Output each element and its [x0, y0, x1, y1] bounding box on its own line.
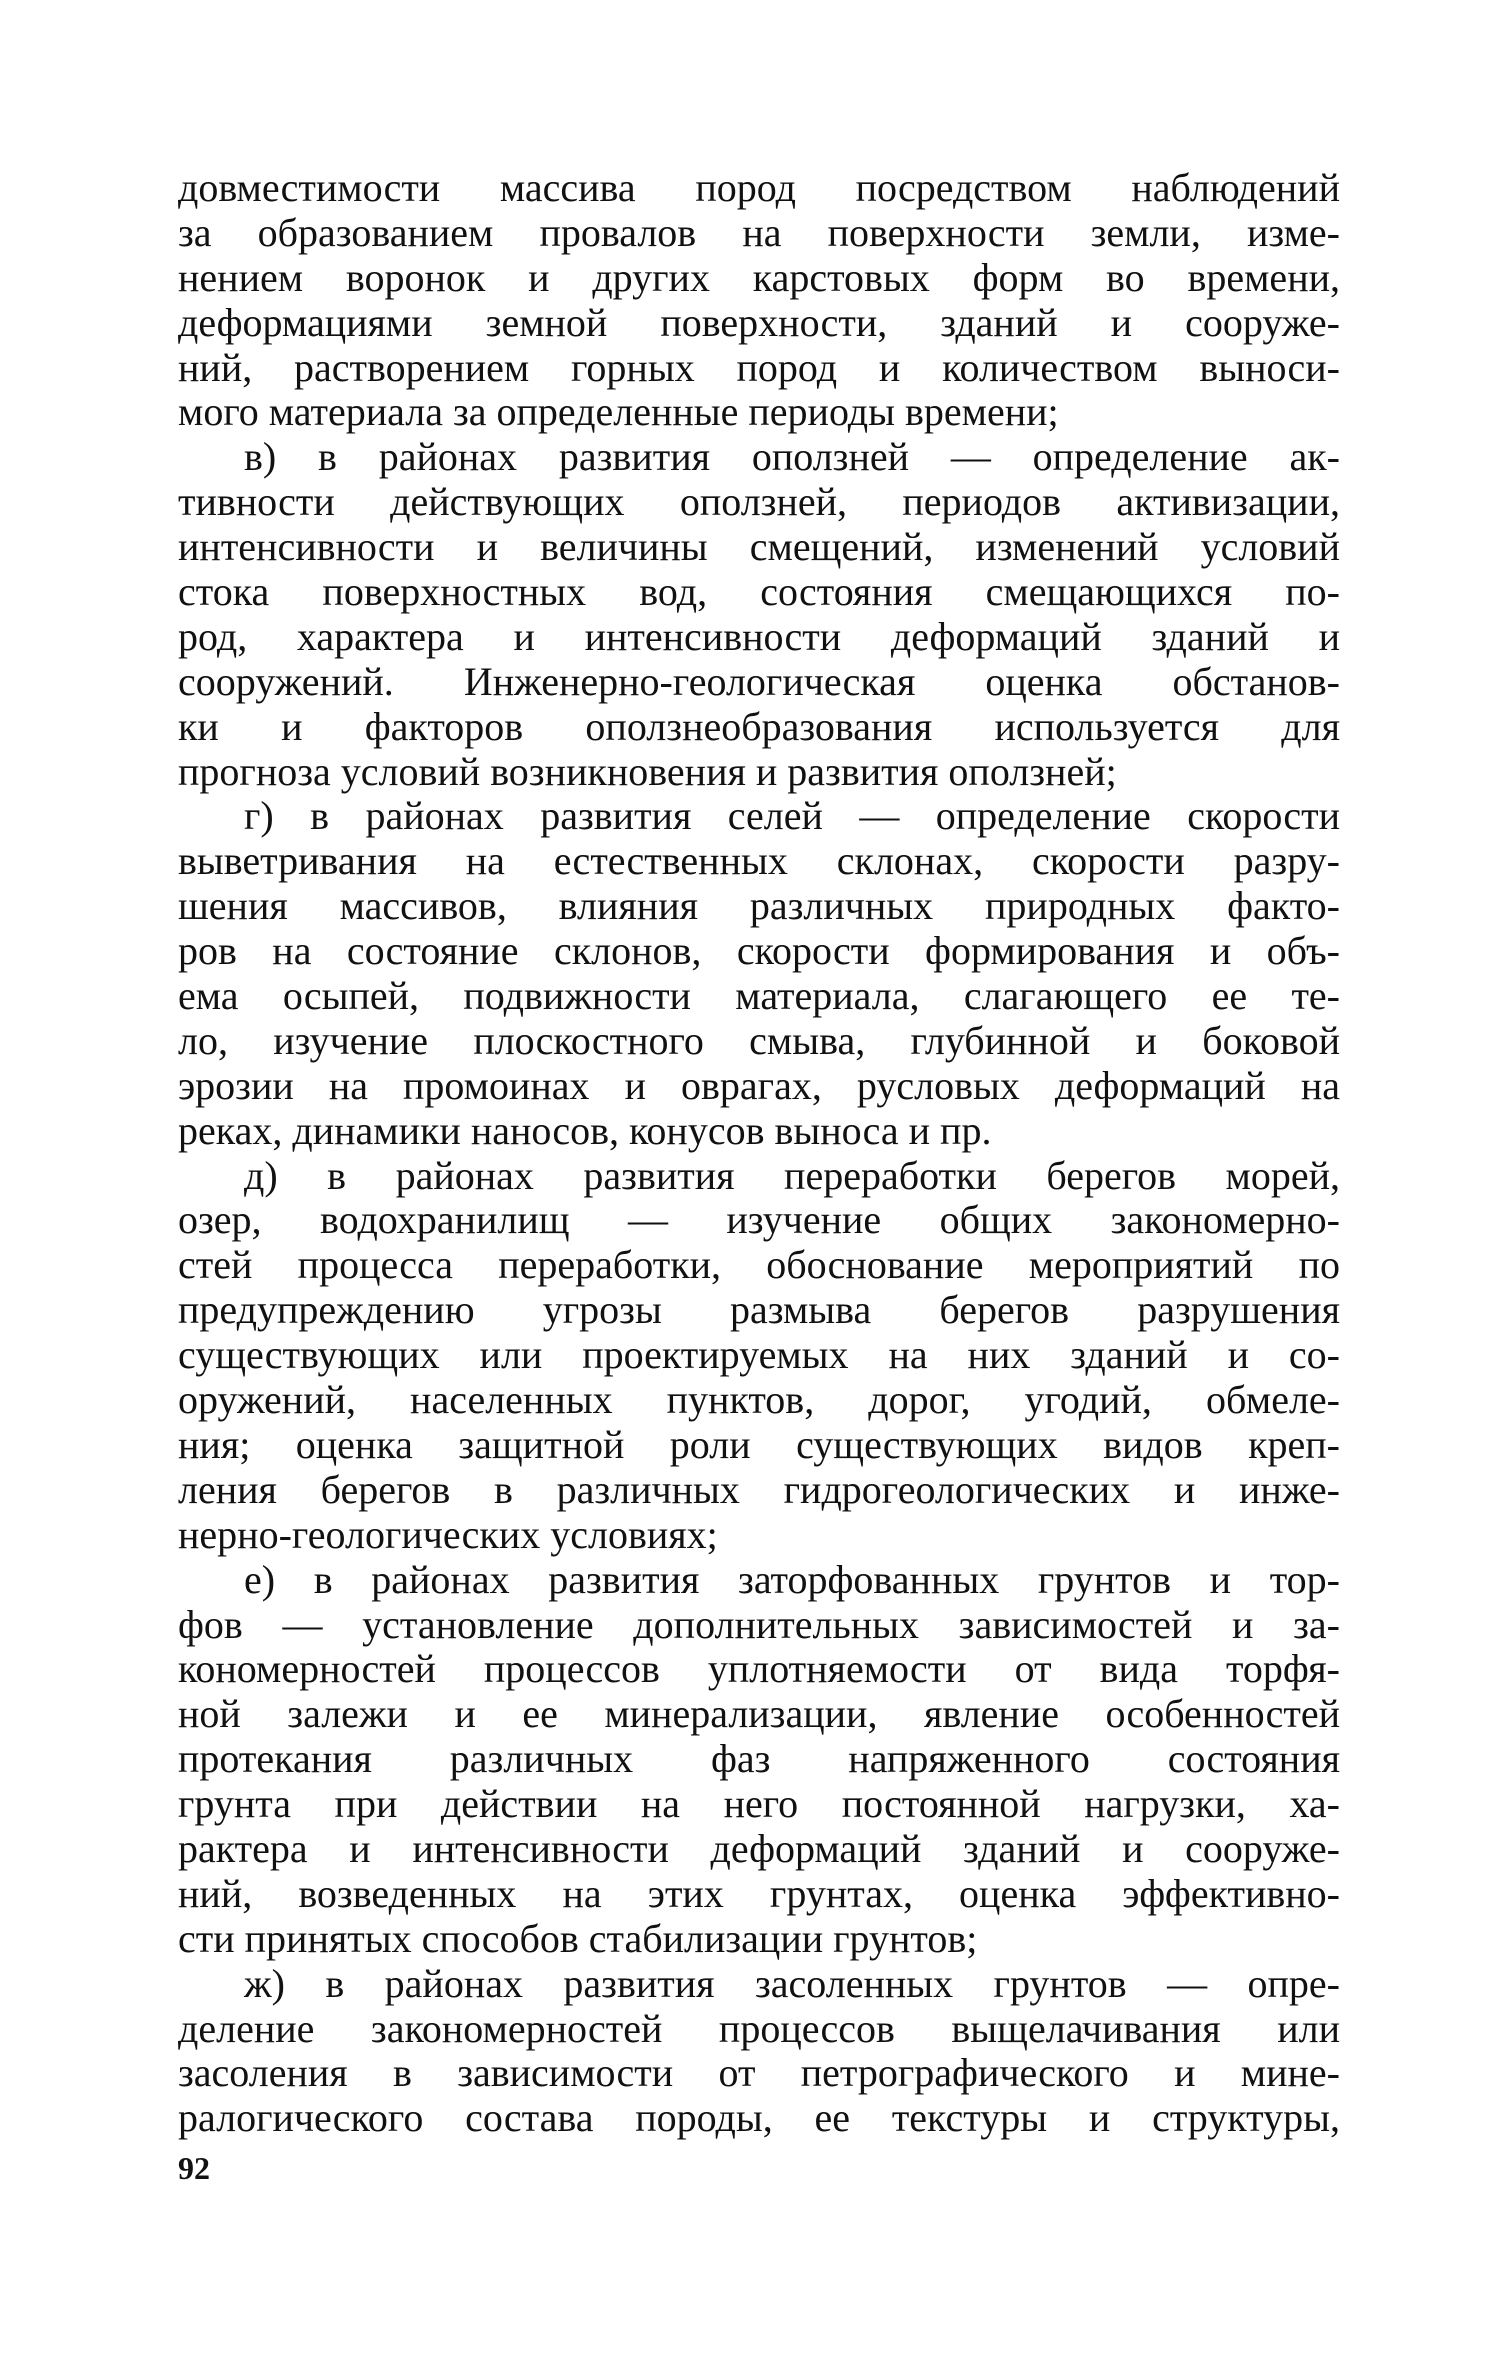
- body-text: [178, 166, 1340, 2141]
- paragraph-e-start: е) в районах развития заторфованных грунтов и тор-: [244, 1557, 1340, 1602]
- text-line: шения массивов, влияния различных природных факто-: [178, 884, 1340, 929]
- text-line: засоления в зависимости от петрографического и мине-: [178, 2051, 1340, 2096]
- text-line: мого материала за определенные периоды времени;: [178, 390, 1059, 435]
- paragraph-zh-start: ж) в районах развития засоленных грунтов — опре-: [244, 1961, 1340, 2006]
- text-line: рактера и интенсивности деформаций зданий и сооруже-: [178, 1826, 1340, 1871]
- text-line: выветривания на естественных склонах, скорости разру-: [178, 839, 1340, 884]
- text-line: ки и факторов оползнеобразования используется для: [178, 704, 1340, 749]
- text-line: кономерностей процессов уплотняемости от вида торфя-: [178, 1647, 1340, 1692]
- text-line: нением воронок и других карстовых форм во времени,: [178, 255, 1340, 300]
- page-number: 92: [178, 2150, 210, 2186]
- text-line: реках, динамики наносов, конусов выноса и пр.: [178, 1108, 992, 1153]
- text-line: ния; оценка защитной роли существующих видов креп-: [178, 1422, 1340, 1467]
- text-line: деформациями земной поверхности, зданий и сооруже-: [178, 300, 1340, 345]
- text-line: ема осыпей, подвижности материала, слагающего ее те-: [178, 974, 1340, 1019]
- paragraph-d-start: д) в районах развития переработки берегов морей,: [244, 1153, 1340, 1198]
- text-line: предупреждению угрозы размыва берегов разрушения: [178, 1288, 1340, 1333]
- paragraph-v-start: в) в районах развития оползней — определение ак-: [244, 435, 1340, 480]
- text-line: грунта при действии на него постоянной нагрузки, ха-: [178, 1782, 1340, 1827]
- text-line: существующих или проектируемых на них зданий и со-: [178, 1333, 1340, 1378]
- text-line: ний, возведенных на этих грунтах, оценка эффективно-: [178, 1871, 1340, 1916]
- text-line: сти принятых способов стабилизации грунтов;: [178, 1916, 978, 1961]
- text-line: стей процесса переработки, обоснование мероприятий по: [178, 1243, 1340, 1288]
- text-line: озер, водохранилищ — изучение общих закономерно-: [178, 1198, 1340, 1243]
- text-line: прогноза условий возникновения и развития оползней;: [178, 749, 1117, 794]
- text-line: сооружений. Инженерно-геологическая оценка обстанов-: [178, 659, 1340, 704]
- text-line: ной залежи и ее минерализации, явление особенностей: [178, 1692, 1340, 1737]
- text-line: деление закономерностей процессов выщелачивания или: [178, 2006, 1340, 2051]
- text-line: ралогического состава породы, ее текстуры и структуры,: [178, 2096, 1340, 2141]
- text-line: нерно-геологических условиях;: [178, 1512, 718, 1557]
- text-line: оружений, населенных пунктов, дорог, угодий, обмеле-: [178, 1378, 1340, 1423]
- text-line: ления берегов в различных гидрогеологических и инже-: [178, 1467, 1340, 1512]
- text-line: стока поверхностных вод, состояния смещающихся по-: [178, 570, 1340, 615]
- paragraph-g-start: г) в районах развития селей — определение скорости: [244, 794, 1340, 839]
- text-line: тивности действующих оползней, периодов активизации,: [178, 480, 1340, 525]
- text-line: ний, растворением горных пород и количеством выноси-: [178, 345, 1340, 390]
- text-line: протекания различных фаз напряженного состояния: [178, 1737, 1340, 1782]
- text-line: довместимости массива пород посредством наблюдений: [178, 166, 1340, 210]
- text-line: интенсивности и величины смещений, изменений условий: [178, 525, 1340, 570]
- text-line: ров на состояние склонов, скорости формирования и объ-: [178, 929, 1340, 974]
- text-line: за образованием провалов на поверхности земли, изме-: [178, 210, 1340, 255]
- text-line: ло, изучение плоскостного смыва, глубинной и боковой: [178, 1018, 1340, 1063]
- text-line: эрозии на промоинах и оврагах, русловых деформаций на: [178, 1063, 1340, 1108]
- text-line: фов — установление дополнительных зависимостей и за-: [178, 1602, 1340, 1647]
- text-line: род, характера и интенсивности деформаций зданий и: [178, 614, 1340, 659]
